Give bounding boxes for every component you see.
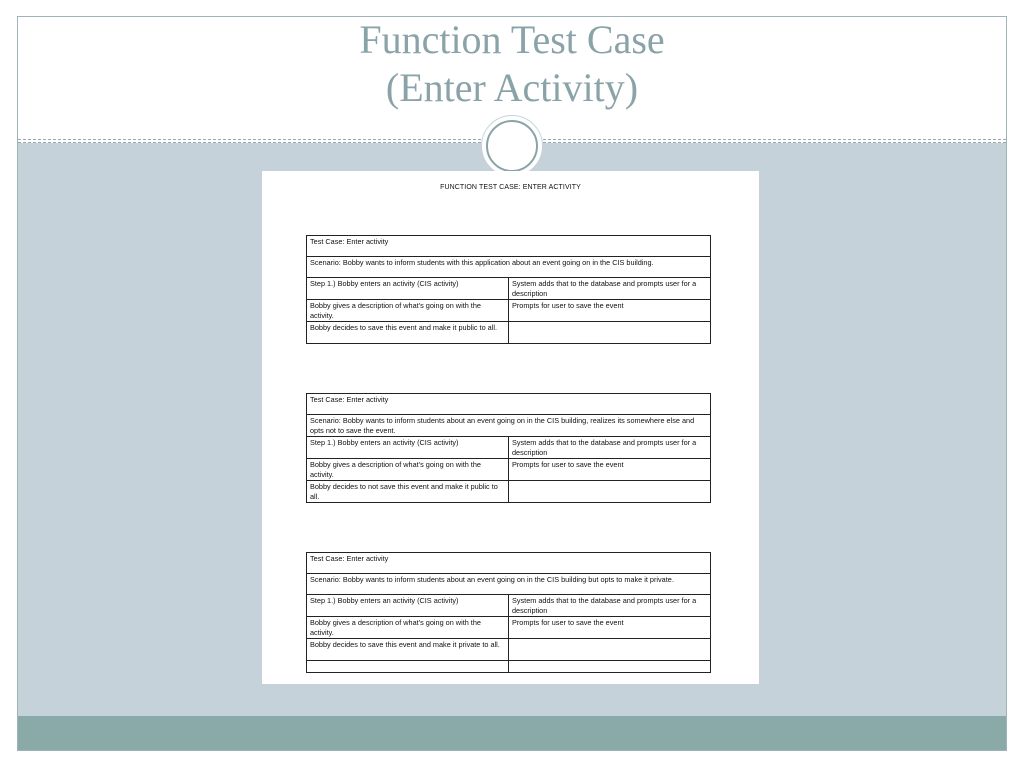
step-action: Step 1.) Bobby enters an activity (CIS activity) <box>307 595 509 617</box>
test-case-table-3 <box>306 552 711 673</box>
document-image <box>262 171 759 684</box>
step-response: Prompts for user to save the event <box>509 300 711 322</box>
step-response <box>509 322 711 344</box>
step-response: System adds that to the database and prompts user for a description <box>509 595 711 617</box>
step-action: Bobby gives a description of what's going on with the activity. <box>307 617 509 639</box>
scenario-text: Scenario: Bobby wants to inform students about an event going on in the CIS building, realizes its somewhere else and opts not to save the event. <box>307 415 711 437</box>
step-response <box>509 639 711 661</box>
step-action: Step 1.) Bobby enters an activity (CIS activity) <box>307 278 509 300</box>
test-case-table-2 <box>306 393 711 503</box>
test-case-label: Test Case: Enter activity <box>307 553 711 574</box>
step-response: Prompts for user to save the event <box>509 459 711 481</box>
step-response: System adds that to the database and prompts user for a description <box>509 278 711 300</box>
step-action: Step 1.) Bobby enters an activity (CIS activity) <box>307 437 509 459</box>
slide-title-line-1: Function Test Case <box>359 17 665 62</box>
divider-circle-ring <box>486 120 538 172</box>
empty-cell <box>509 661 711 673</box>
step-action: Bobby decides to save this event and make it private to all. <box>307 639 509 661</box>
empty-cell <box>307 661 509 673</box>
slide-title-line-2: (Enter Activity) <box>385 65 639 110</box>
test-case-label: Test Case: Enter activity <box>307 394 711 415</box>
step-action: Bobby gives a description of what's going on with the activity. <box>307 459 509 481</box>
test-case-label: Test Case: Enter activity <box>307 236 711 257</box>
scenario-text: Scenario: Bobby wants to inform students with this application about an event going on in the CIS building. <box>307 257 711 278</box>
step-response: Prompts for user to save the event <box>509 617 711 639</box>
step-action: Bobby gives a description of what's going on with the activity. <box>307 300 509 322</box>
test-case-table-1 <box>306 235 711 344</box>
slide-footer-band <box>18 716 1006 750</box>
step-action: Bobby decides to not save this event and make it public to all. <box>307 481 509 503</box>
scenario-text: Scenario: Bobby wants to inform students about an event going on in the CIS building but opts to make it private. <box>307 574 711 595</box>
document-heading: FUNCTION TEST CASE: ENTER ACTIVITY <box>440 184 581 191</box>
step-response <box>509 481 711 503</box>
step-response: System adds that to the database and prompts user for a description <box>509 437 711 459</box>
step-action: Bobby decides to save this event and make it public to all. <box>307 322 509 344</box>
slide-title <box>0 16 1024 112</box>
